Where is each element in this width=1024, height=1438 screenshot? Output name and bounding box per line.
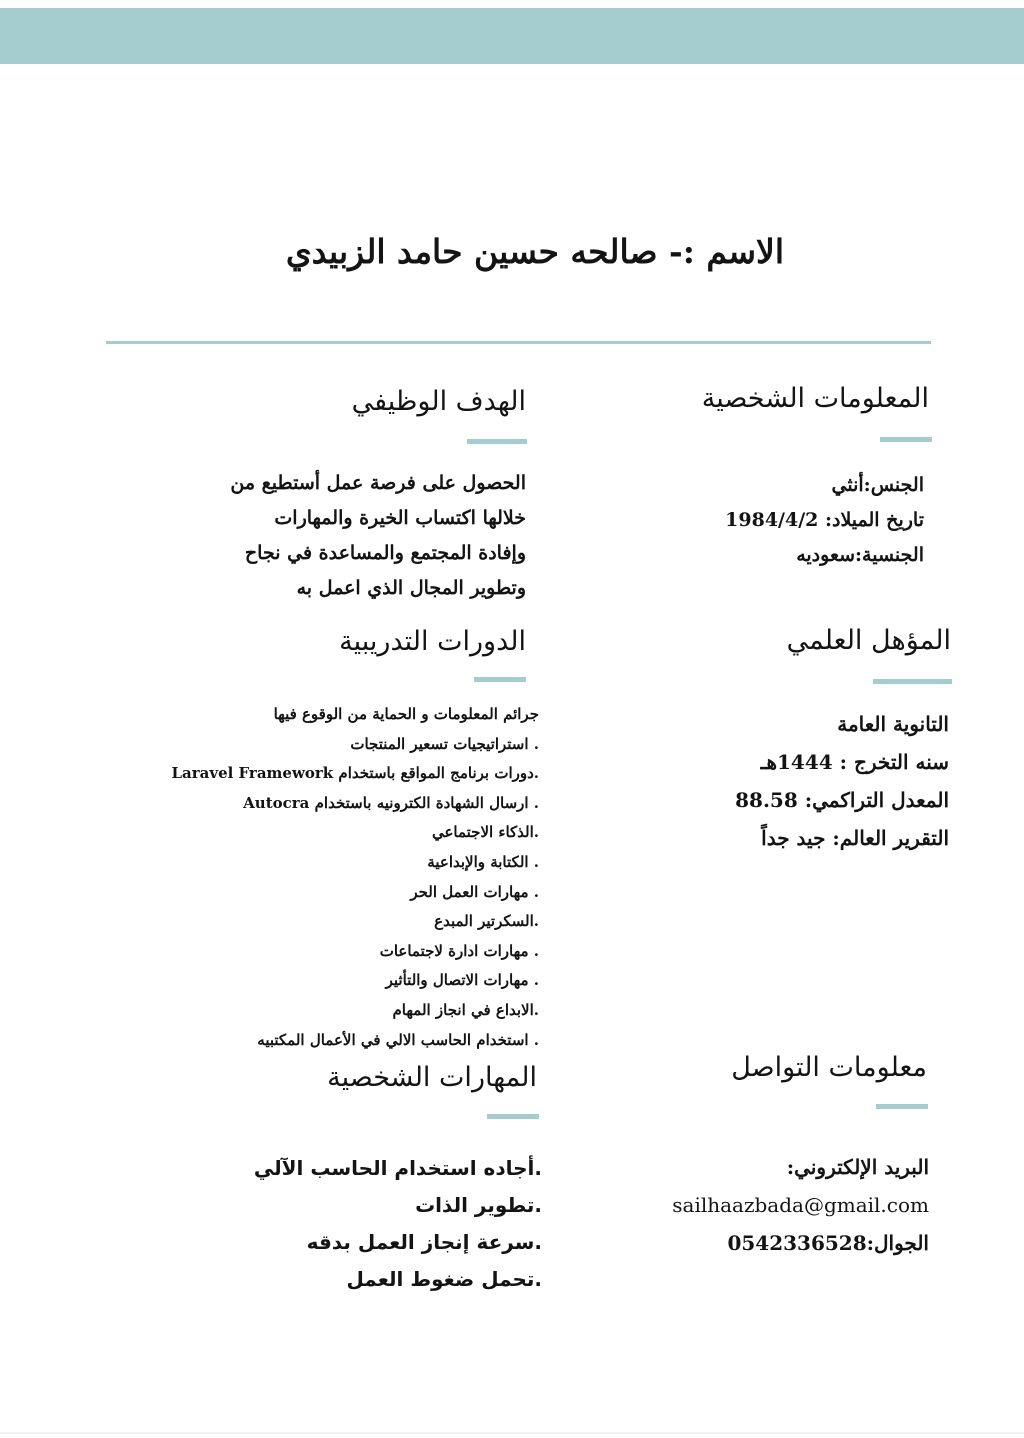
graduation-year-item: سنه التخرج : 1444هـ: [760, 750, 949, 774]
course-item: . مهارات ادارة لاجتماعات: [379, 941, 539, 960]
objective-text: [230, 466, 526, 606]
email-address[interactable]: sailhaazbada@gmail.com: [672, 1193, 929, 1217]
objective-line: وإفادة المجتمع والمساعدة في نجاح: [244, 542, 526, 564]
course-item: جرائم المعلومات و الحماية من الوقوع فيها: [273, 705, 539, 723]
skill-item: .تطوير الذات: [415, 1193, 542, 1217]
course-item: .الذكاء الاجتماعي: [431, 823, 539, 842]
objective-heading: الهدف الوظيفي: [351, 386, 526, 417]
skill-item: .سرعة إنجاز العمل بدقه: [306, 1230, 542, 1254]
page-title: الاسم :- صالحه حسين حامد الزبيدي: [285, 232, 784, 271]
page-bottom-edge: [0, 1432, 1024, 1434]
title-divider: [106, 341, 931, 344]
birthdate-item: تاريخ الميلاد: 1984/4/2: [725, 509, 924, 531]
gpa-item: المعدل التراكمي: 88.58: [735, 788, 949, 812]
course-item: . مهارات العمل الحر: [410, 882, 539, 901]
phone-item[interactable]: الجوال:0542336528: [727, 1231, 929, 1255]
courses-list: [171, 700, 539, 1055]
gender-item: الجنس:أنثي: [831, 474, 924, 496]
course-item: .دورات برنامج المواقع باستخدام Laravel Framework: [171, 764, 539, 783]
objective-accent: [467, 439, 527, 444]
grade-item: التقرير العالم: جيد جداً: [761, 826, 949, 850]
skills-list: [254, 1150, 542, 1298]
contact-heading: معلومات التواصل: [731, 1052, 927, 1083]
qualification-list: [735, 705, 949, 857]
courses-heading: الدورات التدريبية: [339, 626, 526, 657]
course-item: .الابداع في انجاز المهام: [392, 1000, 539, 1019]
course-item: . ارسال الشهادة الكترونيه باستخدام Autocra: [243, 793, 539, 812]
personal-info-accent: [880, 437, 932, 442]
course-item: . استراتيجيات تسعير المنتجات: [350, 734, 539, 753]
skills-accent: [487, 1114, 539, 1119]
course-item: . الكتابة والإبداعية: [427, 852, 539, 871]
header-color-bar: [0, 8, 1024, 64]
course-item: . مهارات الاتصال والتأثير: [385, 971, 539, 990]
courses-accent: [474, 677, 526, 682]
contact-accent: [876, 1104, 928, 1109]
email-label: البريد الإلكتروني:: [786, 1155, 929, 1179]
school-item: التانوية العامة: [837, 712, 949, 736]
skill-item: .تحمل ضغوط العمل: [346, 1267, 542, 1291]
course-item: . استخدام الحاسب الالي في الأعمال المكتبيه: [257, 1030, 539, 1049]
contact-list: [672, 1148, 929, 1262]
objective-line: الحصول على فرصة عمل أستطيع من: [230, 472, 526, 494]
qualification-heading: المؤهل العلمي: [786, 625, 951, 656]
objective-line: خلالها اكتساب الخيرة والمهارات: [274, 507, 526, 529]
qualification-accent: [873, 679, 952, 684]
skill-item: .أجاده استخدام الحاسب الآلي: [253, 1156, 542, 1180]
skills-heading: المهارات الشخصية: [327, 1062, 537, 1093]
objective-line: وتطوير المجال الذي اعمل به: [296, 577, 526, 599]
course-item: .السكرتير المبدع: [434, 912, 539, 931]
personal-info-heading: المعلومات الشخصية: [701, 383, 929, 414]
personal-info-list: [725, 468, 924, 573]
nationality-item: الجنسية:سعوديه: [796, 544, 924, 566]
